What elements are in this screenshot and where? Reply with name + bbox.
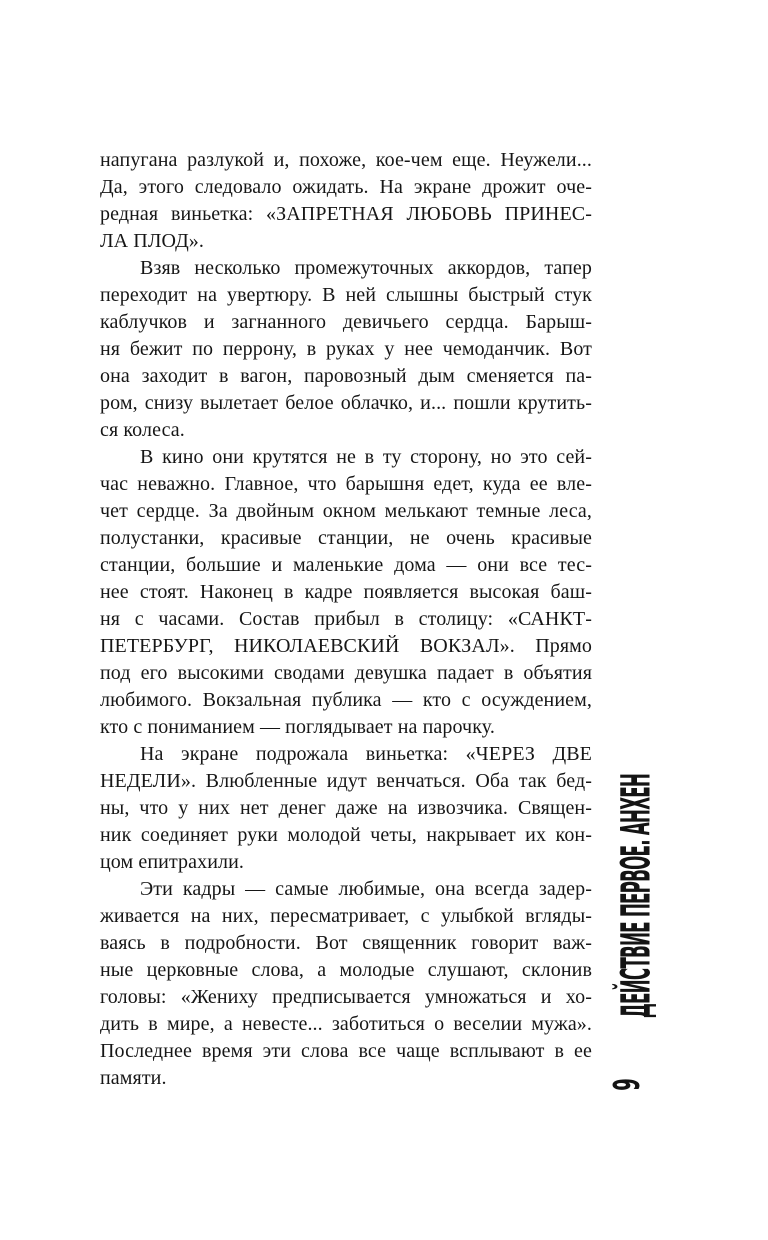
text-line: час неважно. Главное, что барышня едет, куда ее вле- [100, 473, 592, 495]
text-line: любимого. Вокзальная публика — кто с осуждением, [100, 689, 592, 711]
text-line: ник соединяет руки молодой четы, накрывает их кон- [100, 824, 592, 846]
text-line: Эти кадры — самые любимые, она всегда задер- [140, 878, 592, 900]
text-line: Последнее время эти слова все чаще всплывают в ее [100, 1040, 592, 1062]
text-line: напугана разлукой и, похоже, кое-чем еще. Неужели... [100, 149, 592, 171]
text-line: ны, что у них нет денег даже на извозчика. Священ- [100, 797, 592, 819]
text-line: ром, снизу вылетает белое облачко, и... пошли крутить- [100, 392, 592, 414]
text-line: НЕДЕЛИ». Влюбленные идут венчаться. Оба так бед- [100, 770, 592, 792]
text-line: головы: «Жениху предписывается умножаться и хо- [100, 986, 592, 1008]
text-line: станции, большие и маленькие дома — они все тес- [100, 554, 592, 576]
text-line: полустанки, красивые станции, не очень красивые [100, 527, 592, 549]
text-line: переходит на увертюру. В ней слышны быстрый стук [100, 284, 592, 306]
text-line: цом епитрахили. [100, 851, 245, 873]
text-line: дить в мире, а невесте... заботиться о веселии мужа». [100, 1013, 592, 1035]
text-line: В кино они крутятся не в ту сторону, но это сей- [140, 446, 592, 468]
text-line: редная виньетка: «ЗАПРЕТНАЯ ЛЮБОВЬ ПРИНЕС- [100, 203, 592, 225]
text-line: ваясь в подробности. Вот священник говорит важ- [100, 932, 592, 954]
text-line: Да, этого следовало ожидать. На экране дрожит оче- [100, 176, 592, 198]
text-line: ЛА ПЛОД». [100, 230, 205, 252]
text-line: ня с часами. Состав прибыл в столицу: «САНКТ- [100, 608, 592, 630]
text-line: ся колеса. [100, 419, 185, 441]
text-line: На экране подрожала виньетка: «ЧЕРЕЗ ДВЕ [140, 743, 592, 765]
running-title-text: ДЕЙСТВИЕ ПЕРВОЕ. АНХЕН [614, 773, 661, 1019]
page-number [608, 1066, 648, 1102]
running-title [613, 773, 661, 1019]
text-line: под его высокими сводами девушка падает в объятия [100, 662, 592, 684]
text-line: кто с пониманием — поглядывает на парочку. [100, 716, 495, 738]
page-text [100, 147, 592, 1092]
text-line: Взяв несколько промежуточных аккордов, тапер [140, 257, 592, 279]
text-line: чет сердце. За двойным окном мелькают темные леса, [100, 500, 592, 522]
text-line: ня бежит по перрону, в руках у нее чемоданчик. Вот [100, 338, 592, 360]
text-line: ПЕТЕРБУРГ, НИКОЛАЕВСКИЙ ВОКЗАЛ». Прямо [100, 635, 592, 657]
text-line: живается на них, пересматривает, с улыбкой вгляды- [100, 905, 592, 927]
text-line: памяти. [100, 1067, 167, 1089]
page-number-text: 9 [607, 1077, 649, 1091]
text-line: каблучков и загнанного девичьего сердца. Барыш- [100, 311, 592, 333]
text-line: она заходит в вагон, паровозный дым сменяется па- [100, 365, 592, 387]
text-line: ные церковные слова, а молодые слушают, склонив [100, 959, 592, 981]
text-line: нее стоят. Наконец в кадре появляется высокая баш- [100, 581, 592, 603]
